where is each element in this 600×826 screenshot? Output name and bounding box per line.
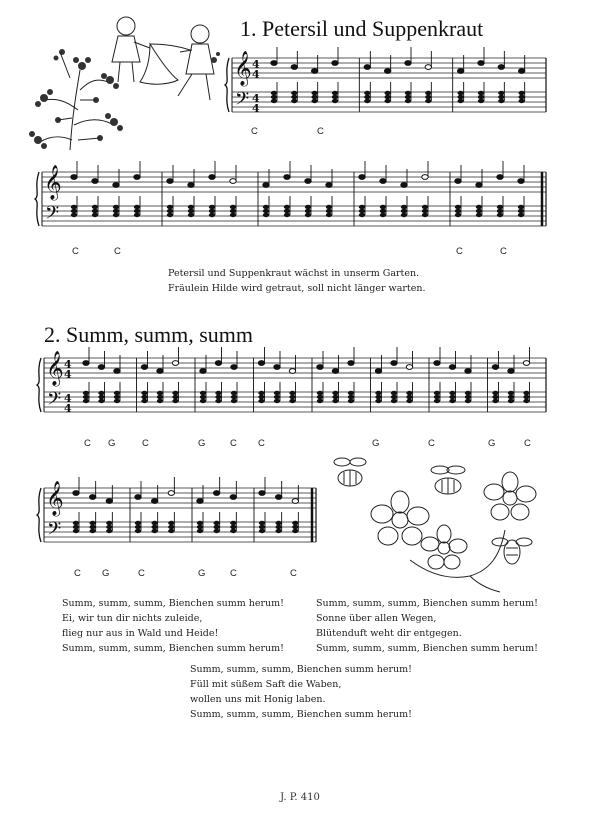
chord-symbol: C (84, 438, 91, 449)
chord-note (348, 395, 354, 399)
note-head (375, 369, 381, 374)
note-head (275, 495, 281, 500)
chord-symbol: C (142, 438, 149, 449)
verse-line: Summ, summ, summ, Bienchen summ herum! (316, 598, 538, 609)
verse-line: Füll mit süßem Saft die Waben, (190, 679, 342, 690)
note-head (292, 499, 298, 504)
note-head (168, 491, 174, 496)
chord-note (258, 399, 264, 403)
chord-note (275, 529, 281, 533)
chord-note (83, 399, 89, 403)
note-head (465, 369, 471, 374)
chord-note (406, 399, 412, 403)
note-head (317, 365, 323, 370)
note-head (449, 365, 455, 370)
chord-note (434, 395, 440, 399)
chord-note (168, 525, 174, 529)
verse-line: Summ, summ, summ, Bienchen summ herum! (190, 709, 412, 720)
chord-note (258, 395, 264, 399)
chord-note (523, 395, 529, 399)
verse-line: flieg nur aus in Wald und Heide! (62, 628, 219, 639)
note-head (259, 491, 265, 496)
chord-note (289, 395, 295, 399)
time-signature-bottom: 4 (252, 102, 260, 115)
chord-note (258, 391, 264, 395)
chord-note (332, 395, 338, 399)
chord-note (275, 525, 281, 529)
chord-note (151, 521, 157, 525)
note-head (391, 361, 397, 366)
chord-note (135, 525, 141, 529)
note-head (200, 369, 206, 374)
note-head (157, 369, 163, 374)
verse-line: Fräulein Hilde wird getraut, soll nicht länger warten. (168, 283, 426, 294)
chord-note (197, 529, 203, 533)
note-head (141, 365, 147, 370)
time-signature-top: 4 (64, 358, 72, 371)
chord-note (317, 399, 323, 403)
chord-note (215, 395, 221, 399)
verse-line: Summ, summ, summ, Bienchen summ herum! (62, 643, 284, 654)
time-signature-top: 4 (252, 58, 260, 71)
chord-symbol: C (290, 568, 297, 579)
chord-symbol: G (198, 438, 206, 449)
note-head (114, 369, 120, 374)
note-head (523, 361, 529, 366)
chord-symbol: C (74, 568, 81, 579)
note-head (89, 495, 95, 500)
chord-note (465, 399, 471, 403)
chord-note (213, 525, 219, 529)
chord-note (259, 529, 265, 533)
verse-line: Summ, summ, summ, Bienchen summ herum! (62, 598, 284, 609)
chord-symbol: G (372, 438, 380, 449)
chord-note (523, 399, 529, 403)
chord-note (98, 391, 104, 395)
chord-note (274, 391, 280, 395)
chord-note (231, 395, 237, 399)
chord-note (200, 399, 206, 403)
chord-note (317, 391, 323, 395)
chord-note (141, 399, 147, 403)
chord-note (449, 399, 455, 403)
chord-note (375, 395, 381, 399)
chord-note (449, 391, 455, 395)
chord-note (89, 525, 95, 529)
chord-note (348, 399, 354, 403)
chord-note (215, 391, 221, 395)
chord-note (375, 391, 381, 395)
note-head (213, 491, 219, 496)
chord-note (215, 399, 221, 403)
chord-symbol: G (108, 438, 116, 449)
chord-note (98, 395, 104, 399)
note-head (492, 365, 498, 370)
chord-note (157, 399, 163, 403)
chord-note (172, 395, 178, 399)
chord-symbol: C (428, 438, 435, 449)
chord-note (406, 395, 412, 399)
chord-symbol: C (258, 438, 265, 449)
chord-note (200, 391, 206, 395)
chord-note (197, 521, 203, 525)
note-head (73, 491, 79, 496)
chord-note (114, 391, 120, 395)
chord-note (289, 399, 295, 403)
time-signature-bottom: 4 (252, 68, 260, 81)
song-2-verse-center (190, 662, 412, 722)
chord-symbol: C (456, 246, 463, 257)
song-1-title: 1. Petersil und Suppenkraut (240, 16, 484, 41)
chord-symbol: C (138, 568, 145, 579)
time-signature-top: 4 (64, 392, 72, 405)
chord-note (332, 391, 338, 395)
note-head (434, 361, 440, 366)
chord-note (172, 399, 178, 403)
note-head (135, 495, 141, 500)
note-head (106, 499, 112, 504)
chord-note (73, 521, 79, 525)
chord-note (135, 529, 141, 533)
chord-note (275, 521, 281, 525)
chord-note (259, 521, 265, 525)
verse-line: Sonne über allen Wegen, (316, 613, 437, 624)
note-head (172, 361, 178, 366)
chord-note (289, 391, 295, 395)
chord-symbol: C (500, 246, 507, 257)
chord-note (151, 525, 157, 529)
treble-clef: 𝄞 (234, 51, 252, 86)
chord-symbol: G (488, 438, 496, 449)
chord-note (230, 525, 236, 529)
treble-clef: 𝄞 (44, 165, 62, 200)
chord-note (259, 525, 265, 529)
brace (37, 488, 41, 542)
note-head (406, 365, 412, 370)
note-head (274, 365, 280, 370)
chord-note (508, 399, 514, 403)
verse-line: Summ, summ, summ, Bienchen summ herum! (316, 643, 538, 654)
chord-note (231, 399, 237, 403)
chord-note (492, 391, 498, 395)
treble-clef: 𝄞 (46, 351, 64, 386)
song-2-verse-right (316, 596, 538, 656)
note-head (230, 495, 236, 500)
chord-note (449, 395, 455, 399)
chord-symbol: G (198, 568, 206, 579)
chord-symbol: C (251, 126, 258, 137)
verse-line: Summ, summ, summ, Bienchen summ herum! (190, 664, 412, 675)
chord-note (89, 521, 95, 525)
note-head (215, 361, 221, 366)
page-footer: J. P. 410 (280, 792, 320, 803)
song-2-verse-left (62, 596, 284, 656)
chord-note (508, 391, 514, 395)
time-signature-bottom: 4 (64, 402, 72, 415)
verse-line: Ei, wir tun dir nichts zuleide, (62, 613, 203, 624)
chord-note (106, 521, 112, 525)
chord-note (83, 395, 89, 399)
chord-note (230, 529, 236, 533)
chord-note (231, 391, 237, 395)
chord-note (292, 521, 298, 525)
chord-note (332, 399, 338, 403)
chord-symbol: C (230, 568, 237, 579)
chord-note (141, 395, 147, 399)
chord-note (434, 391, 440, 395)
note-head (197, 499, 203, 504)
chord-note (508, 395, 514, 399)
time-signature-top: 4 (252, 92, 260, 105)
chord-note (213, 529, 219, 533)
chord-note (83, 391, 89, 395)
chord-note (523, 391, 529, 395)
chord-note (168, 521, 174, 525)
chord-note (391, 395, 397, 399)
chord-note (465, 391, 471, 395)
note-head (151, 499, 157, 504)
chord-note (274, 395, 280, 399)
chord-note (230, 521, 236, 525)
chord-note (141, 391, 147, 395)
note-head (508, 369, 514, 374)
note-head (83, 361, 89, 366)
chord-note (492, 395, 498, 399)
chord-note (200, 395, 206, 399)
chord-note (391, 399, 397, 403)
chord-note (434, 399, 440, 403)
chord-note (197, 525, 203, 529)
chord-note (292, 529, 298, 533)
time-signature-bottom: 4 (64, 368, 72, 381)
song-2-title: 2. Summ, summ, summ (44, 322, 254, 347)
chord-note (106, 525, 112, 529)
chord-note (274, 399, 280, 403)
chord-note (151, 529, 157, 533)
chord-note (73, 529, 79, 533)
chord-note (406, 391, 412, 395)
chord-symbol: C (317, 126, 324, 137)
note-head (258, 361, 264, 366)
note-head (289, 369, 295, 374)
bass-clef: 𝄢 (235, 89, 250, 114)
verse-line: wollen uns mit Honig laben. (190, 694, 326, 705)
chord-note (213, 521, 219, 525)
chord-symbol: C (114, 246, 121, 257)
verse-line: Blütenduft weht dir entgegen. (316, 628, 462, 639)
note-head (98, 365, 104, 370)
note-head (231, 365, 237, 370)
brace (37, 358, 41, 412)
chord-note (73, 525, 79, 529)
chord-note (292, 525, 298, 529)
chord-note (465, 395, 471, 399)
bass-clef: 𝄢 (47, 389, 62, 414)
chord-note (492, 399, 498, 403)
chord-note (114, 399, 120, 403)
chord-note (348, 391, 354, 395)
chord-note (157, 395, 163, 399)
chord-symbol: C (524, 438, 531, 449)
chord-note (98, 399, 104, 403)
chord-symbol: C (72, 246, 79, 257)
treble-clef: 𝄞 (46, 481, 64, 516)
note-head (348, 361, 354, 366)
verse-line: Petersil und Suppenkraut wächst in unserm Garten. (168, 268, 420, 279)
note-head (332, 369, 338, 374)
chord-symbol: G (102, 568, 110, 579)
chord-note (135, 521, 141, 525)
chord-note (317, 395, 323, 399)
chord-note (168, 529, 174, 533)
chord-note (172, 391, 178, 395)
chord-note (391, 391, 397, 395)
chord-symbol: C (230, 438, 237, 449)
chord-note (114, 395, 120, 399)
chord-note (375, 399, 381, 403)
chord-note (157, 391, 163, 395)
chord-note (89, 529, 95, 533)
chord-note (106, 529, 112, 533)
bass-clef: 𝄢 (47, 519, 62, 544)
bass-clef: 𝄢 (45, 203, 60, 228)
